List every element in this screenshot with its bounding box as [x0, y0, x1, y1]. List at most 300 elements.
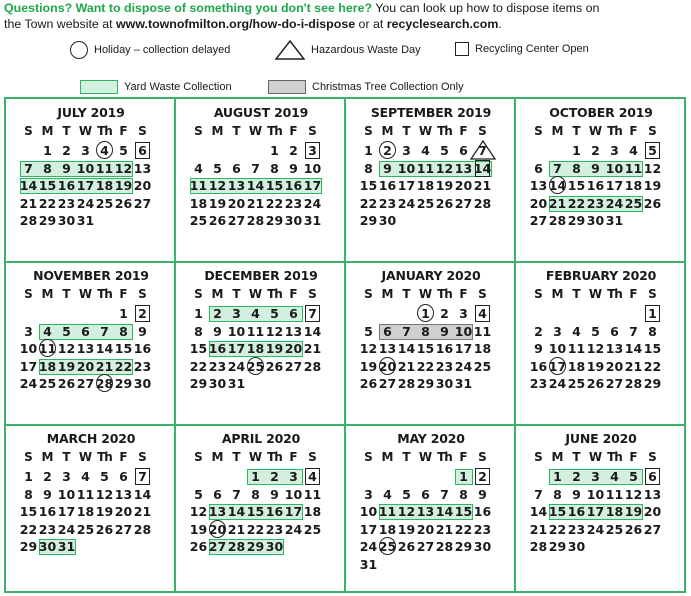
- yard-swatch-icon: [80, 80, 118, 94]
- calendar-day: 26: [397, 539, 416, 554]
- weekday-label: S: [364, 124, 373, 138]
- legend-recycling: [455, 42, 589, 56]
- calendar-day: 18: [473, 341, 492, 356]
- calendar-day: 24: [57, 521, 76, 537]
- holiday-day: 1: [416, 305, 435, 322]
- calendar-day: 7: [251, 160, 260, 176]
- calendar-day: 3: [459, 306, 468, 321]
- calendar-day: 5: [270, 306, 279, 321]
- calendar-day: 23: [378, 195, 397, 211]
- calendar-day: 21: [624, 358, 643, 374]
- calendar-day: 18: [95, 178, 114, 193]
- weekday-label: F: [629, 124, 638, 138]
- month-title: FEBRUARY 2020: [545, 268, 657, 283]
- weekday-label: Th: [97, 450, 112, 464]
- calendar-day: 13: [208, 504, 227, 519]
- weekday-label: T: [62, 287, 71, 301]
- lookup-text: You can look up how to dispose items on: [372, 1, 600, 15]
- calendar-day: 28: [529, 539, 548, 554]
- calendar-day: 11: [416, 160, 435, 176]
- calendar-day: 28: [19, 213, 38, 228]
- calendar-day: 19: [189, 521, 208, 537]
- weekday-label: T: [402, 450, 411, 464]
- calendar-day: 28: [246, 213, 265, 228]
- calendar-day: 27: [208, 539, 227, 554]
- calendar-day: 13: [114, 486, 133, 502]
- calendar-day: 19: [624, 504, 643, 519]
- calendar-day: 19: [114, 178, 133, 193]
- weekday-label: S: [194, 124, 203, 138]
- holiday-day: 2: [378, 142, 397, 159]
- calendar-day: 26: [435, 195, 454, 211]
- calendar-day: 17: [76, 178, 95, 193]
- calendar-day: 27: [416, 539, 435, 554]
- calendar-day: 21: [95, 358, 114, 374]
- calendar-day: 25: [303, 521, 322, 537]
- calendar-day: 11: [76, 486, 95, 502]
- calendar-day: 5: [440, 143, 449, 158]
- calendar-day: 23: [208, 358, 227, 374]
- hazardous-waste-day: 7: [478, 143, 487, 158]
- weekday-label: M: [551, 287, 564, 301]
- weekday-label: M: [381, 450, 394, 464]
- calendar-day: 11: [605, 486, 624, 502]
- calendar-day: 16: [529, 358, 548, 374]
- calendar-day: 19: [265, 341, 284, 356]
- calendar-day: 11: [95, 160, 114, 176]
- weekday-label: S: [478, 287, 487, 301]
- weekday-label: S: [308, 124, 317, 138]
- calendar-day: 3: [81, 143, 90, 158]
- calendar-day: 17: [605, 178, 624, 193]
- calendar-day: 8: [572, 160, 581, 176]
- calendar-day: 6: [610, 323, 619, 339]
- calendar-day: 21: [246, 195, 265, 211]
- month-calendar: [346, 425, 516, 588]
- calendar-day: 5: [213, 160, 222, 176]
- legend-hazardous-label: Hazardous Waste Day: [311, 44, 421, 56]
- calendar-day: 10: [397, 160, 416, 176]
- calendar-day: 22: [19, 521, 38, 537]
- calendar-day: 16: [586, 178, 605, 193]
- calendar-day: 29: [189, 376, 208, 391]
- weekday-label: W: [588, 287, 603, 301]
- info-header: [4, 0, 688, 32]
- calendar-day: 11: [624, 160, 643, 176]
- calendar-grid: [4, 97, 686, 593]
- calendar-day: 14: [227, 504, 246, 519]
- calendar-day: 7: [553, 160, 562, 176]
- calendar-day: 3: [364, 486, 373, 502]
- recycling-center-day: 2: [473, 468, 492, 485]
- calendar-day: 15: [567, 178, 586, 193]
- calendar-day: 20: [114, 504, 133, 519]
- calendar-day: 26: [57, 376, 76, 391]
- question-text: Questions? Want to dispose of something you don't see here?: [4, 1, 373, 15]
- calendar-day: 30: [435, 376, 454, 391]
- calendar-day: 13: [643, 486, 662, 502]
- town-url-link[interactable]: www.townofmilton.org/how-do-i-dispose: [116, 17, 356, 31]
- month-title: OCTOBER 2019: [549, 105, 653, 120]
- weekday-label: S: [24, 287, 33, 301]
- calendar-day: 18: [189, 195, 208, 211]
- calendar-day: 23: [473, 521, 492, 537]
- calendar-day: 6: [459, 143, 468, 158]
- calendar-day: 20: [416, 521, 435, 537]
- calendar-day: 24: [359, 539, 378, 554]
- calendar-day: 4: [629, 143, 638, 158]
- calendar-day: 29: [416, 376, 435, 391]
- calendar-day: 30: [473, 539, 492, 554]
- weekday-label: W: [78, 450, 93, 464]
- weekday-label: S: [24, 124, 33, 138]
- weekday-label: F: [459, 124, 468, 138]
- legend-holiday-label: Holiday – collection delayed: [94, 44, 231, 56]
- calendar-day: 4: [421, 143, 430, 158]
- calendar-day: 21: [548, 195, 567, 211]
- calendar-day: 6: [289, 306, 298, 321]
- weekday-label: W: [248, 450, 263, 464]
- calendar-day: 5: [62, 323, 71, 339]
- calendar-day: 2: [572, 469, 581, 484]
- month-title: AUGUST 2019: [213, 105, 309, 120]
- calendar-day: 15: [359, 178, 378, 193]
- weekday-label: W: [78, 287, 93, 301]
- recycling-center-day: 6: [643, 468, 662, 485]
- calendar-day: 28: [624, 376, 643, 391]
- calendar-day: 2: [270, 469, 279, 484]
- calendar-day: 26: [643, 195, 662, 211]
- calendar-day: 5: [364, 323, 373, 339]
- calendar-day: 4: [194, 160, 203, 176]
- calendar-day: 12: [57, 341, 76, 356]
- weekday-label: T: [62, 124, 71, 138]
- month-title: MARCH 2020: [46, 431, 136, 446]
- calendar-day: 9: [62, 160, 71, 176]
- holiday-day: 25: [378, 539, 397, 554]
- calendar-day: 15: [416, 341, 435, 356]
- info-line-2: [4, 16, 688, 32]
- calendar-day: 3: [24, 323, 33, 339]
- calendar-day: 5: [402, 486, 411, 502]
- weekday-label: M: [211, 287, 224, 301]
- calendar-day: 26: [624, 521, 643, 537]
- weekday-label: W: [588, 124, 603, 138]
- calendar-day: 25: [624, 195, 643, 211]
- weekday-label: Th: [607, 124, 622, 138]
- calendar-day: 28: [133, 521, 152, 537]
- calendar-day: 18: [303, 504, 322, 519]
- calendar-day: 22: [567, 195, 586, 211]
- calendar-day: 3: [402, 143, 411, 158]
- calendar-day: 26: [208, 213, 227, 228]
- calendar-day: 18: [605, 504, 624, 519]
- weekday-label: F: [289, 287, 298, 301]
- calendar-day: 24: [284, 521, 303, 537]
- recycling-center-day: 3: [303, 142, 322, 159]
- calendar-day: 31: [303, 213, 322, 228]
- calendar-day: 9: [138, 323, 147, 339]
- square-icon: [455, 42, 469, 56]
- weekday-label: M: [551, 450, 564, 464]
- weekday-label: S: [534, 450, 543, 464]
- calendar-day: 4: [610, 469, 619, 484]
- weekday-label: T: [572, 287, 581, 301]
- calendar-day: 9: [43, 486, 52, 502]
- calendar-day: 15: [548, 504, 567, 519]
- calendar-day: 29: [567, 213, 586, 228]
- calendar-day: 13: [284, 323, 303, 339]
- calendar-day: 29: [548, 539, 567, 554]
- calendar-day: 7: [629, 323, 638, 339]
- calendar-day: 3: [610, 143, 619, 158]
- calendar-day: 19: [359, 358, 378, 374]
- month-calendar: [516, 262, 686, 425]
- calendar-day: 3: [232, 306, 241, 321]
- calendar-day: 8: [553, 486, 562, 502]
- weekday-label: S: [364, 450, 373, 464]
- calendar-day: 1: [364, 143, 373, 158]
- weekday-label: W: [588, 450, 603, 464]
- month-calendar: [6, 425, 176, 588]
- calendar-day: 29: [246, 539, 265, 554]
- month-calendar: [6, 262, 176, 425]
- weekday-label: T: [572, 124, 581, 138]
- calendar-day: 31: [76, 213, 95, 228]
- calendar-day: 14: [133, 486, 152, 502]
- calendar-day: 10: [284, 486, 303, 502]
- month-title: DECEMBER 2019: [204, 268, 318, 283]
- calendar-day: 19: [435, 178, 454, 193]
- calendar-day: 14: [624, 341, 643, 356]
- calendar-day: 15: [38, 178, 57, 193]
- holiday-day: 11: [38, 341, 57, 356]
- calendar-day: 22: [359, 195, 378, 211]
- weekday-label: S: [478, 124, 487, 138]
- weekday-label: Th: [267, 287, 282, 301]
- calendar-day: 13: [454, 160, 473, 176]
- weekday-label: S: [534, 124, 543, 138]
- holiday-day: 14: [548, 178, 567, 193]
- weekday-label: Th: [607, 450, 622, 464]
- calendar-day: 9: [440, 323, 449, 339]
- calendar-day: 10: [586, 486, 605, 502]
- calendar-day: 5: [100, 469, 109, 484]
- recycling-center-day: 4: [473, 305, 492, 322]
- holiday-day: 4: [95, 142, 114, 159]
- calendar-day: 17: [359, 521, 378, 537]
- calendar-day: 23: [38, 521, 57, 537]
- calendar-day: 21: [133, 504, 152, 519]
- calendar-day: 1: [194, 306, 203, 321]
- calendar-day: 25: [38, 376, 57, 391]
- calendar-day: 22: [114, 358, 133, 374]
- recycling-center-day: 5: [643, 142, 662, 159]
- calendar-day: 6: [119, 469, 128, 484]
- weekday-label: F: [459, 450, 468, 464]
- calendar-day: 10: [227, 323, 246, 339]
- calendar-day: 31: [454, 376, 473, 391]
- calendar-day: 20: [643, 504, 662, 519]
- calendar-day: 10: [454, 323, 473, 339]
- calendar-day: 16: [567, 504, 586, 519]
- calendar-day: 10: [303, 160, 322, 176]
- calendar-day: 12: [643, 160, 662, 176]
- calendar-day: 31: [359, 556, 378, 572]
- weekday-label: S: [138, 124, 147, 138]
- calendar-day: 1: [459, 469, 468, 484]
- month-calendar: [516, 99, 686, 262]
- weekday-label: W: [248, 287, 263, 301]
- month-calendar: [176, 99, 346, 262]
- recyclesearch-link[interactable]: recyclesearch.com: [386, 17, 499, 31]
- recycling-center-day: 7: [133, 468, 152, 485]
- calendar-day: 14: [246, 178, 265, 193]
- calendar-day: 8: [270, 160, 279, 176]
- calendar-day: 27: [76, 376, 95, 391]
- calendar-day: 25: [605, 521, 624, 537]
- calendar-day: 7: [232, 486, 241, 502]
- calendar-day: 20: [284, 341, 303, 356]
- calendar-day: 14: [303, 323, 322, 339]
- or-text: or at: [355, 17, 387, 31]
- calendar-day: 20: [76, 358, 95, 374]
- weekday-label: F: [119, 287, 128, 301]
- calendar-day: 30: [38, 539, 57, 554]
- calendar-day: 29: [265, 213, 284, 228]
- calendar-day: 6: [81, 323, 90, 339]
- calendar-day: 30: [208, 376, 227, 391]
- calendar-day: 28: [548, 213, 567, 228]
- calendar-day: 11: [303, 486, 322, 502]
- recycling-center-day: 1: [643, 305, 662, 322]
- calendar-day: 12: [435, 160, 454, 176]
- calendar-day: 11: [473, 323, 492, 339]
- weekday-label: T: [232, 287, 241, 301]
- calendar-day: 13: [133, 160, 152, 176]
- calendar-day: 2: [534, 323, 543, 339]
- calendar-day: 15: [454, 504, 473, 519]
- weekday-label: W: [418, 450, 433, 464]
- holiday-day: 20: [208, 521, 227, 537]
- recycling-center-day: 6: [133, 142, 152, 159]
- calendar-day: 27: [114, 521, 133, 537]
- info-line-1: [4, 0, 688, 16]
- weekday-label: S: [138, 450, 147, 464]
- month-title: MAY 2020: [397, 431, 465, 446]
- calendar-day: 9: [572, 486, 581, 502]
- weekday-label: M: [41, 124, 54, 138]
- calendar-day: 10: [57, 486, 76, 502]
- calendar-day: 7: [440, 486, 449, 502]
- calendar-day: 16: [284, 178, 303, 193]
- calendar-day: 3: [289, 469, 298, 484]
- calendar-day: 8: [648, 323, 657, 339]
- calendar-day: 13: [605, 341, 624, 356]
- calendar-day: 6: [232, 160, 241, 176]
- month-title: SEPTEMBER 2019: [370, 105, 492, 120]
- calendar-day: 12: [265, 323, 284, 339]
- calendar-day: 22: [416, 358, 435, 374]
- calendar-day: 7: [402, 323, 411, 339]
- calendar-day: 17: [227, 341, 246, 356]
- calendar-day: 8: [421, 323, 430, 339]
- calendar-day: 21: [227, 521, 246, 537]
- calendar-day: 29: [643, 376, 662, 391]
- calendar-day: 13: [529, 178, 548, 193]
- month-title: JUNE 2020: [565, 431, 637, 446]
- weekday-label: T: [402, 287, 411, 301]
- month-title: JANUARY 2020: [381, 268, 481, 283]
- weekday-label: F: [289, 124, 298, 138]
- weekday-label: F: [629, 287, 638, 301]
- weekday-label: W: [418, 124, 433, 138]
- calendar-day: 15: [246, 504, 265, 519]
- calendar-day: 29: [114, 376, 133, 391]
- calendar-day: 8: [119, 323, 128, 339]
- calendar-day: 2: [289, 143, 298, 158]
- weekday-label: Th: [437, 287, 452, 301]
- calendar-day: 1: [553, 469, 562, 484]
- calendar-day: 13: [416, 504, 435, 519]
- calendar-day: 2: [591, 143, 600, 158]
- weekday-label: T: [572, 450, 581, 464]
- calendar-day: 12: [114, 160, 133, 176]
- calendar-day: 14: [435, 504, 454, 519]
- calendar-day: 30: [57, 213, 76, 228]
- calendar-day: 13: [378, 341, 397, 356]
- weekday-label: S: [308, 450, 317, 464]
- calendar-day: 14: [95, 341, 114, 356]
- calendar-day: 29: [359, 213, 378, 228]
- holiday-day: 17: [548, 358, 567, 374]
- calendar-day: 7: [100, 323, 109, 339]
- recycling-center-day: 7: [303, 305, 322, 322]
- calendar-day: 15: [643, 341, 662, 356]
- calendar-day: 27: [605, 376, 624, 391]
- legend-holiday: [70, 41, 230, 59]
- calendar-day: 18: [76, 504, 95, 519]
- calendar-day: 25: [189, 213, 208, 228]
- weekday-label: M: [41, 287, 54, 301]
- calendar-day: 4: [251, 306, 260, 321]
- calendar-day: 19: [208, 195, 227, 211]
- calendar-day: 8: [251, 486, 260, 502]
- calendar-day: 23: [133, 358, 152, 374]
- calendar-day: 24: [397, 195, 416, 211]
- calendar-day: 5: [119, 143, 128, 158]
- triangle-icon: [470, 140, 496, 160]
- calendar-day: 12: [189, 504, 208, 519]
- calendar-day: 2: [62, 143, 71, 158]
- calendar-day: 4: [383, 486, 392, 502]
- weekday-label: M: [381, 287, 394, 301]
- calendar-day: 25: [95, 195, 114, 211]
- calendar-day: 8: [24, 486, 33, 502]
- calendar-day: 24: [227, 358, 246, 374]
- weekday-label: T: [402, 124, 411, 138]
- calendar-day: 23: [529, 376, 548, 391]
- calendar-day: 1: [251, 469, 260, 484]
- triangle-icon: [275, 40, 305, 60]
- calendar-day: 19: [586, 358, 605, 374]
- calendar-day: 24: [76, 195, 95, 211]
- calendar-day: 21: [435, 521, 454, 537]
- calendar-day: 14: [19, 178, 38, 193]
- calendar-day: 25: [567, 376, 586, 391]
- calendar-day: 27: [643, 521, 662, 537]
- calendar-day: 14: [397, 341, 416, 356]
